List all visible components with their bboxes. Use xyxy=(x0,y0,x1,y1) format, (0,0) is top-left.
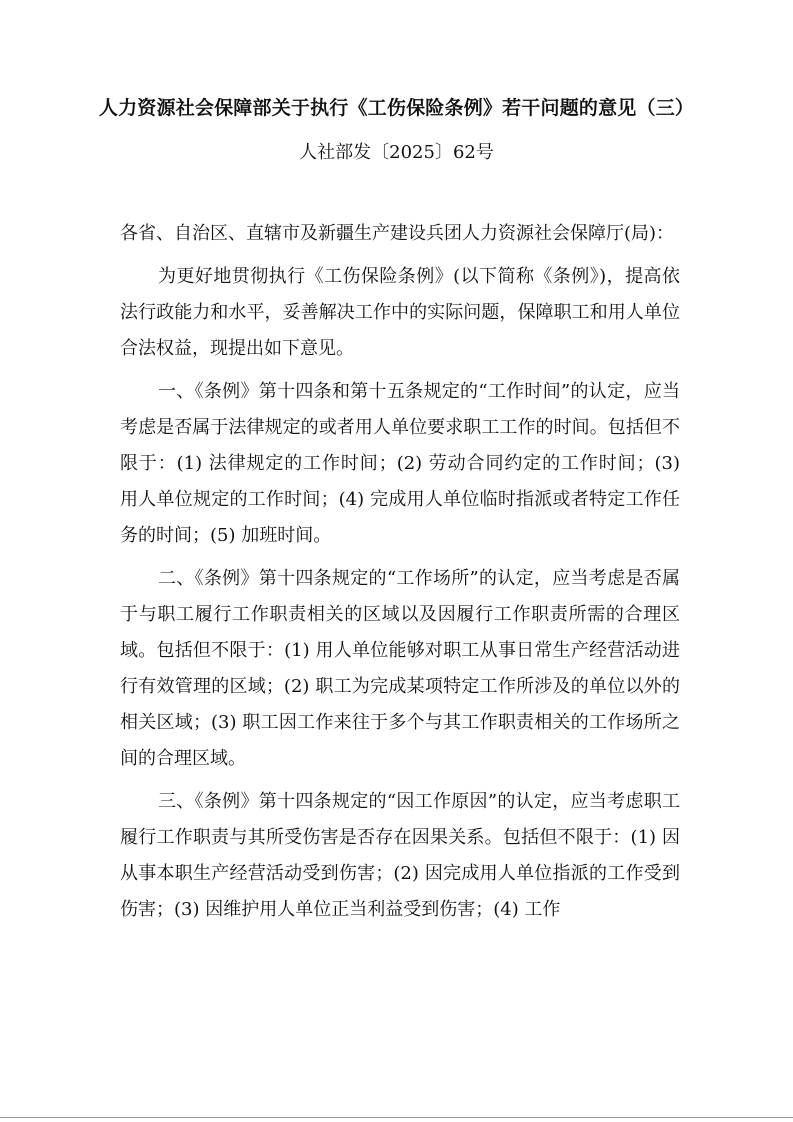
paragraph-work-cause: 三、《条例》第十四条规定的“因工作原因”的认定，应当考虑职工履行工作职责与其所受伤害是否存在因果关系。包括但不限于：(1) 因从事本职生产经营活动受到伤害；(2) 因完成用人单位指派的工作受到伤害；(3) 因维护用人单位正当利益受到伤害；(4) 工作 xyxy=(120,791,680,920)
document-title: 人力资源社会保障部关于执行《工伤保险条例》若干问题的意见（三） xyxy=(98,97,695,119)
paragraph-workplace: 二、《条例》第十四条规定的“工作场所”的认定，应当考虑是否属于与职工履行工作职责相关的区域以及因履行工作职责所需的合理区域。包括但不限于：(1) 用人单位能够对职工从事日常生产经营活动进行有效管理的区域；(2) 职工为完成某项特定工作所涉及的单位以外的相关区域；(3) 职工因工作来往于多个与其工作职责相关的工作场所之间的合理区域。 xyxy=(120,568,680,769)
page-bottom-divider xyxy=(0,1117,793,1118)
document-number: 人社部发〔2025〕62号 xyxy=(299,142,494,163)
paragraph-work-time: 一、《条例》第十四条和第十五条规定的“工作时间”的认定，应当考虑是否属于法律规定的或者用人单位要求职工工作的时间。包括但不限于：(1) 法律规定的工作时间；(2) 劳动合同约定的工作时间；(3) 用人单位规定的工作时间；(4) 完成用人单位临时指派或者特定工作任务的时间；(5) 加班时间。 xyxy=(120,381,680,546)
document-body xyxy=(120,216,680,928)
salutation: 各省、自治区、直辖市及新疆生产建设兵团人力资源社会保障厅(局)： xyxy=(120,223,675,244)
paragraph-intro: 为更好地贯彻执行《工伤保险条例》(以下简称《条例》)，提高依法行政能力和水平，妥善解决工作中的实际问题，保障职工和用人单位合法权益，现提出如下意见。 xyxy=(120,266,680,359)
